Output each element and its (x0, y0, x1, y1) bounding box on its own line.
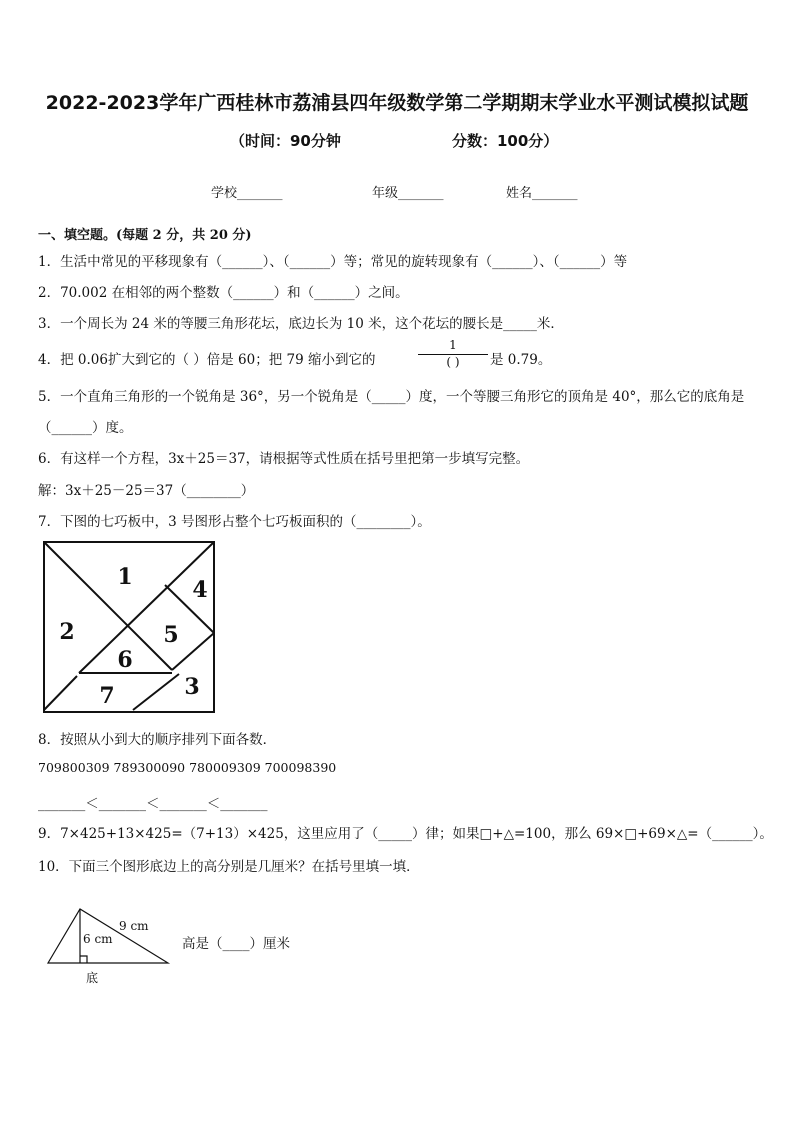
question-7: 7．下图的七巧板中，3 号图形占整个七巧板面积的（________）。 (38, 514, 431, 530)
tangram-figure (40, 538, 218, 716)
tangram-label-2: 2 (59, 619, 75, 645)
height-label: 6 cm (83, 932, 113, 946)
question-9: 9．7×425+13×425=（7+13）×425，这里应用了（_____）律；如果□+△=100，那么 69×□+69×△=（______）。 (38, 826, 773, 842)
base-label: 底 (86, 971, 99, 985)
question-3: 3．一个周长为 24 米的等腰三角形花坛，底边长为 10 米，这个花坛的腰长是_____米． (38, 316, 564, 332)
question-5-line-2: （______）度。 (38, 420, 133, 436)
question-2: 2．70.002 在相邻的两个整数（______）和（______）之间。 (38, 285, 409, 301)
name-field: 姓名_______ (506, 186, 578, 201)
question-8: 8．按照从小到大的顺序排列下面各数． (38, 732, 277, 748)
question-1: 1．生活中常见的平移现象有（______）、（______）等；常见的旋转现象有（______）、（______）等 (38, 254, 628, 270)
tangram-cross-line (79, 542, 214, 673)
tangram-piece-7-right-edge (133, 674, 179, 710)
exam-score: 分数：100分） (452, 132, 559, 150)
tangram-label-7: 7 (99, 683, 115, 709)
side-length-label: 9 cm (119, 919, 149, 933)
question-10-height-answer: 高是（____）厘米 (182, 936, 290, 952)
tangram-piece-7-left-edge (44, 676, 77, 710)
triangle-figure (44, 905, 179, 987)
school-field: 学校_______ (211, 186, 283, 201)
question-8-numbers: 709800309 789300090 780009309 700098390 (38, 760, 337, 775)
tangram-label-5: 5 (163, 622, 179, 648)
tangram-label-4: 4 (192, 577, 208, 603)
fraction-numerator: 1 (449, 338, 457, 352)
question-4-part-a: 4．把 0.06扩大到它的（ ）倍是 60；把 79 缩小到它的 (38, 352, 376, 368)
right-angle-mark (80, 956, 87, 963)
question-4-part-b: 是 0.79。 (490, 352, 552, 368)
question-4-fraction (418, 338, 488, 374)
question-10: 10．下面三个图形底边上的高分别是几厘米？在括号里填一填． (38, 859, 420, 875)
section-heading: 一、填空题。(每题 2 分，共 20 分) (38, 228, 252, 243)
question-6: 6．有这样一个方程，3x＋25＝37，请根据等式性质在括号里把第一步填写完整。 (38, 451, 530, 467)
question-6-answer: 解：3x＋25－25＝37（________） (38, 483, 255, 499)
tangram-diagonal-line (44, 542, 172, 670)
question-8-blanks: _______＜_______＜_______＜_______ (38, 796, 268, 812)
grade-field: 年级_______ (372, 186, 444, 201)
tangram-label-6: 6 (117, 647, 133, 673)
tangram-label-3: 3 (184, 674, 200, 700)
fraction-denominator: ( ) (446, 355, 460, 369)
question-5-line-1: 5．一个直角三角形的一个锐角是 36°，另一个锐角是（_____）度，一个等腰三角形它的顶角是 40°，那么它的底角是 (38, 389, 745, 405)
exam-time: （时间：90分钟 (230, 132, 341, 150)
page-title: 2022-2023学年广西桂林市荔浦县四年级数学第二学期期末学业水平测试模拟试题 (45, 92, 749, 114)
tangram-label-1: 1 (117, 564, 133, 590)
